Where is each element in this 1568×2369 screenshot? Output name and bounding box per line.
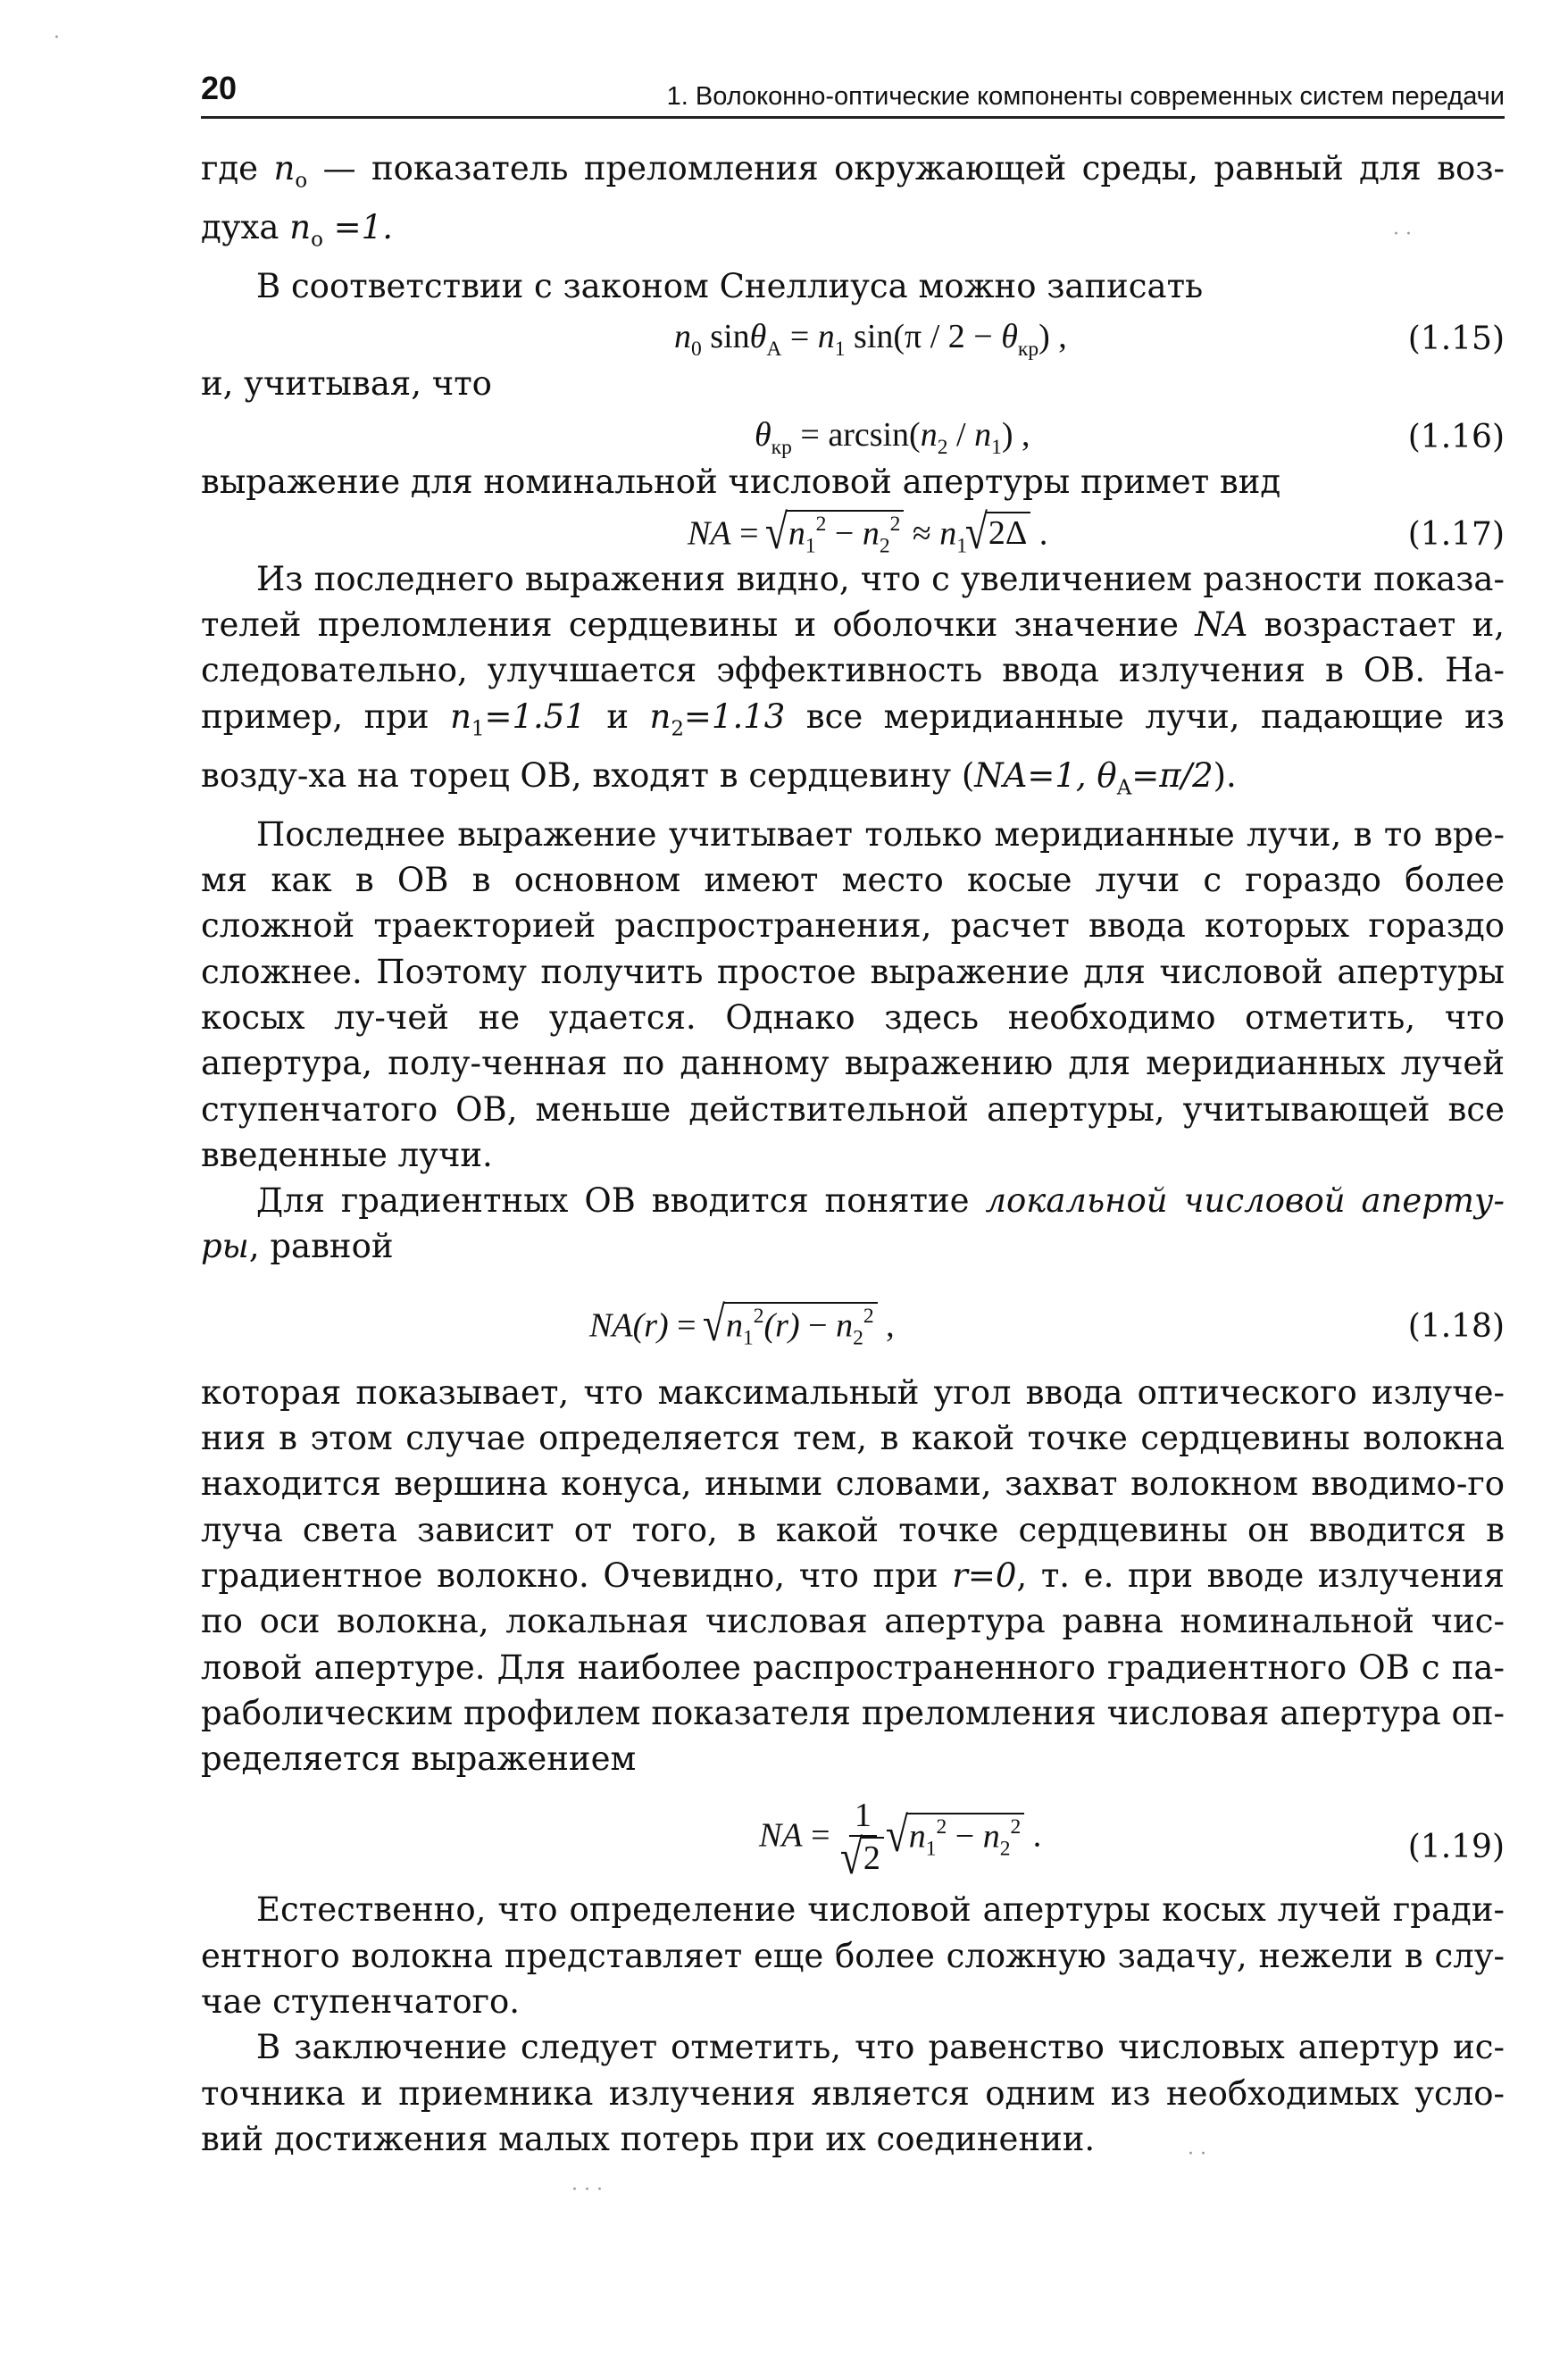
equation-1-15 [201,309,1505,361]
radical-sign: √ [703,1297,726,1353]
formula: $\theta_{кр} = \arcsin(n_2 / n_1)$ , [755,415,1030,459]
equation-number: (1.17) [1407,515,1505,553]
equation-1-18 [201,1270,1505,1370]
scan-speck: · · [1188,2143,1206,2165]
equation-number: (1.18) [1407,1307,1505,1345]
formula: NA = $\frac{1}{√2}$ $√n_1^2 - n_2^2$ . [759,1797,1042,1886]
equation-number: (1.15) [1407,321,1505,358]
scan-speck: · · · [571,2179,603,2201]
radical-sign: √ [885,1808,908,1863]
formula: NA = $√n_1^2 - n_2^2 \approx n_1√2\Delta$ . [688,510,1047,570]
fraction: $\frac{1}{√2}$ [842,1798,884,1879]
equation-1-17 [201,505,1505,561]
scan-speck: · [54,27,60,49]
running-title: 1. Волоконно-оптические компоненты современных систем передачи [666,82,1505,111]
paragraph-2: В соответствии с законом Снеллиуса можно записать [256,267,1204,305]
paragraph-5: Из последнего выражения видно, что с увеличением разности показа-телей преломления сердцевины и оболочки значение NA возрастает и, следовательно, улучшается эффективность ввода излучения в ОВ. На-пример, при $n_1=1.51$ и $n_2=1.13$ все меридианные лучи, падающие из возду-ха на торец ОВ, входят в сердцевину (NA=1, $\theta_A=\pi/2$). [201,559,1505,800]
paragraph-1: где $n_o$ — показатель преломления окружающей среды, равный для воз-духа $n_o =1$. [201,149,1505,252]
paragraph-4: выражение для номинальной числовой апертуры примет вид [201,462,1281,501]
paragraph-10: В заключение следует отметить, что равенство числовых апертур ис-точника и приемника излучения является одним из необходимых усло-вий достижения малых потерь при их соединении. [201,2028,1505,2158]
equation-number: (1.16) [1407,418,1505,455]
equation-1-19 [201,1781,1505,1887]
paragraph-7: Для градиентных ОВ вводится понятие локальной числовой аперту-ры, равной [201,1181,1505,1266]
radical-sign: √ [964,505,988,561]
paragraph-6: Последнее выражение учитывает только меридианные лучи, в то вре-мя как в ОВ в основном имеют место косые лучи с гораздо более сложной траекторией распространения, расчет ввода которых гораздо сложнее. Поэтому получить простое выражение для числовой апертуры косых лу-чей не удается. Однако здесь необходимо отметить, что апертура, полу-ченная по данному выражению для меридианных лучей ступенчатого ОВ, меньше действительной апертуры, учитывающей все введенные лучи. [201,814,1505,1174]
radical-sign: √ [764,505,788,561]
paragraph-8: которая показывает, что максимальный угол ввода оптического излуче-ния в этом случае определяется тем, в какой точке сердцевины волокна находится вершина конуса, иными словами, захват волокном вводимо-го луча света зависит от того, в какой точке сердцевины он вводится в градиентное волокно. Очевидно, что при r=0, т. е. при вводе излучения по оси волокна, локальная числовая апертура равна номинальной чис-ловой апертуре. Для наиболее распространенного градиентного ОВ с па-раболическим профилем показателя преломления числовая апертура оп-ределяется выражением [201,1372,1505,1779]
equation-1-16 [201,407,1505,459]
page-body [201,146,1505,2162]
formula: $n_0$ $\sin\theta_A = n_1$ $\sin(\pi / 2 - \theta_{кр})$ , [674,318,1067,362]
paragraph-9: Естественно, что определение числовой апертуры косых лучей гради-ентного волокна представляет еще более сложную задачу, нежели в слу-чае ступенчатого. [201,1890,1505,2022]
paragraph-3: и, учитывая, что [201,364,492,404]
book-page [201,63,1505,2162]
page-header [201,63,1505,119]
scan-speck: · · [1393,223,1412,246]
equation-number: (1.19) [1407,1829,1505,1866]
page-number: 20 [201,70,238,106]
formula: $NA(r) = √n_1^2(r) - n_2^2$ , [589,1302,895,1351]
